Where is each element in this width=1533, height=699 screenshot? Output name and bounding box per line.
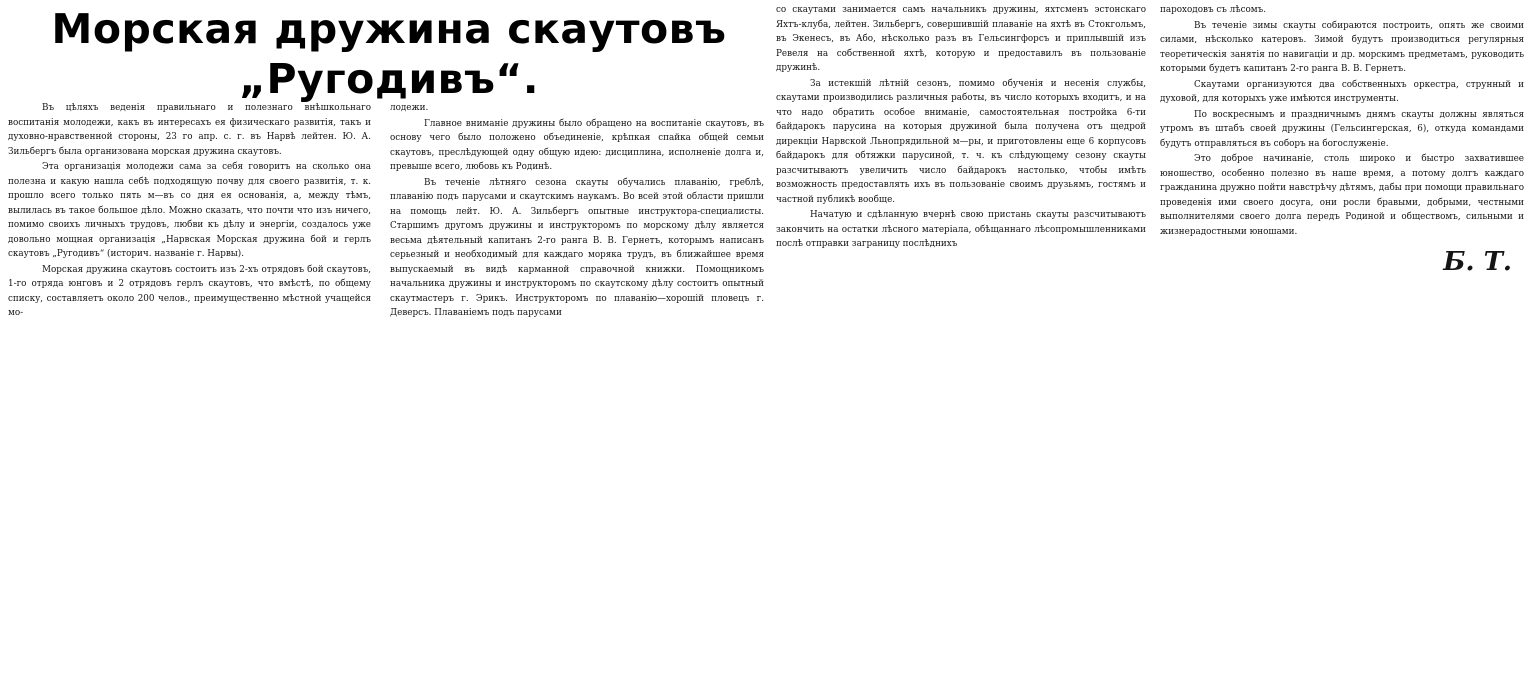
article-paragraph: Начатую и сдѣланную вчернѣ свою пристань скауты разсчитываютъ закончить на остатки лѣсного матеріала, обѣщаннаго лѣсопромышленниками послѣ отправки заграницу послѣднихъ — [776, 210, 1146, 249]
article-paragraph: Скаутами организуются два собственныхъ оркестра, струнный и духовой, для которыхъ уже имѣются инструменты. — [1160, 79, 1524, 104]
article-paragraph: Главное вниманіе дружины было обращено на воспитаніе скаутовъ, въ основу чего было положено объединеніе, крѣпкая спайка общей семьи скаутовъ, преслѣдующей одну общую идею: дисциплина, исполненіе долга и, превыше всего, любовь къ Родинѣ. — [390, 118, 764, 172]
article-title — [14, 4, 764, 104]
article-column-2 — [390, 101, 764, 699]
article-paragraph: За истекшій лѣтній сезонъ, помимо обученія и несенія службы, скаутами производились различныя работы, въ число которыхъ входитъ, и на что надо обратить особое вниманіе, самостоятельная постройка 6-ти байдарокъ парусина на которыя дружиной была получена отъ щедрой дирекціи Нарвской Льнопрядильной м—ры, и приготовлены еще 6 корпусовъ байдарокъ для обтяжки парусиной, т. ч. къ слѣдующему сезону скауты разсчитываютъ увеличить число байдарокъ настолько, чтобы имѣть возможность предоставлять ихъ въ пользованіе своимъ друзьямъ, гостямъ и частной публикѣ вообще. — [776, 78, 1146, 205]
author-signature: Б. Т. — [1443, 247, 1512, 277]
article-paragraph: Въ теченіе зимы скауты собираются построить, опять же своими силами, нѣсколько катеровъ. Зимой будутъ производиться регулярныя теоретическія занятія по навигаціи и др. морскимъ предметамъ, руководить которыми будетъ капитанъ 2-го ранга В. В. Гернетъ. — [1160, 20, 1524, 74]
article-paragraph: пароходовъ съ лѣсомъ. — [1160, 5, 1267, 15]
article-paragraph: Въ цѣляхъ веденія правильнаго и полезнаго внѣшкольнаго воспитанія молодежи, какъ въ интересахъ ея физическаго развитія, такъ и духовно-нравственной стороны, 23 го апр. с. г. въ Нарвѣ лейтен. Ю. А. Зильбергъ была организована морская дружина скаутовъ. — [8, 103, 371, 157]
article-paragraph: Морская дружина скаутовъ состоитъ изъ 2-хъ отрядовъ бой скаутовъ, 1-го отряда юнговъ и 2 отрядовъ герлъ скаутовъ, что вмѣстѣ, по общему списку, составляетъ около 200 челов., преимущественно мѣстной учащейся мо- — [8, 264, 371, 318]
title-line-1: Морская дружина скаутовъ — [51, 5, 727, 53]
article-paragraph: По воскреснымъ и праздничнымъ днямъ скауты должны являться утромъ въ штабъ своей дружины (Гельсингерская, 6), откуда командами будутъ отправляться въ соборъ на богослуженіе. — [1160, 109, 1524, 149]
article-paragraph: со скаутами занимается самъ начальникъ дружины, яхтсменъ эстонскаго Яхтъ-клуба, лейтен. Зильбергъ, совершившій плаваніе на яхтѣ въ Стокгольмъ, въ Экенесъ, въ Або, нѣсколько разъ въ Гельсингфорсъ и приплывшій изъ Ревеля на собственной яхтѣ, которую и предоставилъ въ пользованіе дружинѣ. — [776, 5, 1146, 73]
article-paragraph: лодежи. — [390, 103, 429, 113]
article-column-1 — [8, 101, 371, 699]
article-paragraph: Эта организація молодежи сама за себя говоритъ на сколько она полезна и какую нашла себѣ подходящую почву для своего развитія, т. к. прошло всего только пять м—въ со дня ея основанія, а, между тѣмъ, вылилась въ такое большое дѣло. Можно сказать, что почти что изъ ничего, помимо своихъ личныхъ трудовъ, любви къ дѣлу и энергіи, создалось уже довольно мощная организація „Нарвская Морская дружина бой и герлъ скаутовъ „Ругодивъ“ (историч. названіе г. Нарвы). — [8, 162, 371, 259]
title-line-2: „Ругодивъ“. — [239, 55, 539, 103]
article-paragraph: Это доброе начинаніе, столь широко и быстро захватившее юношество, особенно полезно въ наше время, а потому долгъ каждаго гражданина дружно пойти навстрѣчу дѣтямъ, дабы при помощи правильнаго проведенія ими своего досуга, они росли бравыми, добрыми, честными выполнителями своего долга передъ Родиной и обществомъ, сильными и жизнерадостными юношами. — [1160, 154, 1524, 237]
article-column-4 — [1160, 3, 1524, 699]
article-column-3 — [776, 3, 1146, 699]
article-paragraph: Въ теченіе лѣтняго сезона скауты обучались плаванію, греблѣ, плаванію подъ парусами и скаутскимъ наукамъ. Во всей этой области пришли на помощь лейт. Ю. А. Зильбергъ опытные инструктора-специалисты. Старшимъ другомъ дружины и инструкторомъ по морскому дѣлу является весьма дѣятельный капитанъ 2-го ранга В. В. Гернетъ, которымъ написанъ серьезный и необходимый для каждаго моряка трудъ, въ ближайшее время выпускаемый въ видѣ карманной справочной книжки. Помощникомъ начальника дружины и инструкторомъ по скаутскому дѣлу состоитъ опытный скаутмастеръ г. Эрикъ. Инструкторомъ по плаванію—хорошій пловецъ г. Деверсъ. Плаваніемъ подъ парусами — [390, 177, 764, 318]
